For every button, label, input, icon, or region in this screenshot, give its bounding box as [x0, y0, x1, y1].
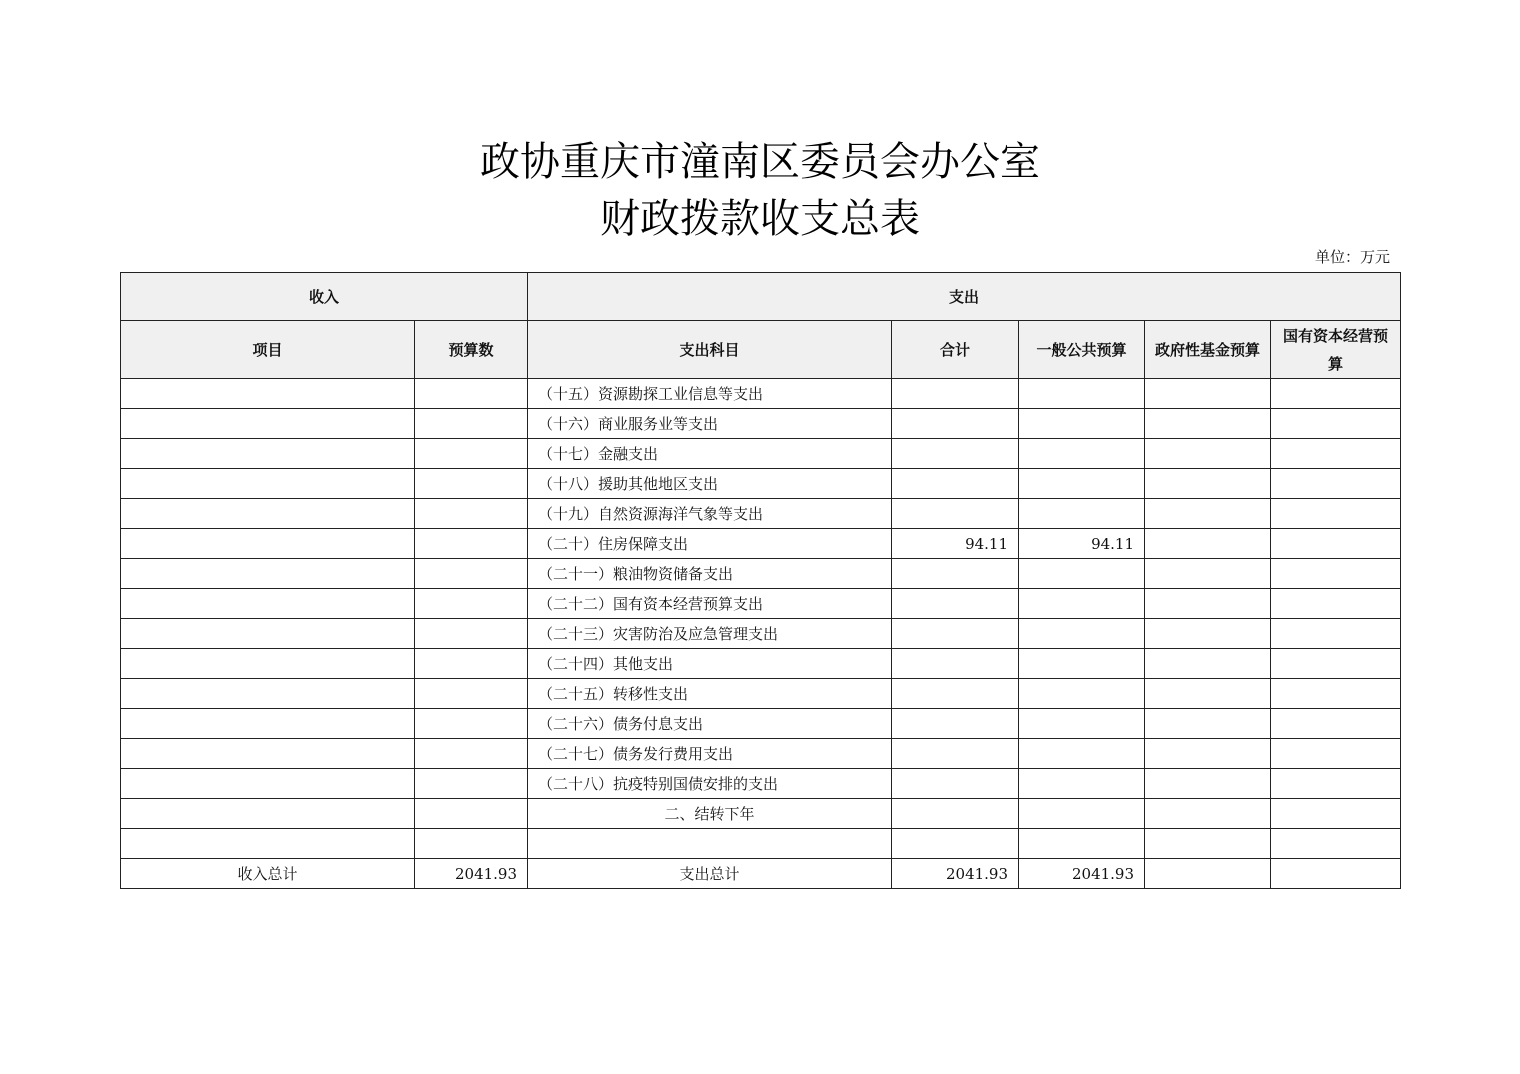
total-cell [892, 589, 1019, 619]
expense-subject-cell: （二十三）灾害防治及应急管理支出 [528, 619, 892, 649]
expense-subject-cell: （二十四）其他支出 [528, 649, 892, 679]
table-body [121, 379, 1401, 889]
total-cell [892, 469, 1019, 499]
expense-subject-cell: （二十五）转移性支出 [528, 679, 892, 709]
income-item-cell [121, 769, 415, 799]
table-row [121, 829, 1401, 859]
budget-column-header: 预算数 [415, 321, 528, 379]
budget-table [120, 272, 1401, 889]
state-capital-cell [1271, 829, 1401, 859]
total-cell [892, 679, 1019, 709]
expense-subject-cell: （十八）援助其他地区支出 [528, 469, 892, 499]
gov-fund-cell [1145, 679, 1271, 709]
general-public-cell [1019, 769, 1145, 799]
gov-fund-cell [1145, 649, 1271, 679]
gov-fund-cell [1145, 559, 1271, 589]
total-cell [892, 709, 1019, 739]
expense-subject-cell: （二十一）粮油物资储备支出 [528, 559, 892, 589]
income-item-cell [121, 499, 415, 529]
general-public-cell [1019, 379, 1145, 409]
expense-subject-cell: （二十二）国有资本经营预算支出 [528, 589, 892, 619]
gov-fund-cell [1145, 859, 1271, 889]
state-capital-cell [1271, 379, 1401, 409]
income-budget-cell [415, 469, 528, 499]
state-capital-cell [1271, 679, 1401, 709]
header-row-group [121, 273, 1401, 321]
general-public-cell [1019, 679, 1145, 709]
expense-subject-cell: （二十八）抗疫特别国债安排的支出 [528, 769, 892, 799]
general-public-cell [1019, 409, 1145, 439]
general-public-cell: 2041.93 [1019, 859, 1145, 889]
income-budget-cell [415, 769, 528, 799]
header-row-columns [121, 321, 1401, 379]
table-row [121, 769, 1401, 799]
income-item-cell [121, 409, 415, 439]
expense-subject-column-header: 支出科目 [528, 321, 892, 379]
state-capital-cell [1271, 409, 1401, 439]
income-budget-cell [415, 589, 528, 619]
income-item-cell [121, 679, 415, 709]
total-cell: 2041.93 [892, 859, 1019, 889]
state-capital-cell [1271, 709, 1401, 739]
total-cell [892, 439, 1019, 469]
income-item-cell [121, 619, 415, 649]
general-public-cell [1019, 499, 1145, 529]
income-item-cell [121, 589, 415, 619]
income-item-cell [121, 559, 415, 589]
state-capital-cell [1271, 439, 1401, 469]
income-budget-cell [415, 619, 528, 649]
income-item-cell [121, 799, 415, 829]
general-public-cell [1019, 559, 1145, 589]
expense-subject-cell: （十九）自然资源海洋气象等支出 [528, 499, 892, 529]
income-item-cell [121, 469, 415, 499]
income-item-cell [121, 739, 415, 769]
income-budget-cell [415, 649, 528, 679]
total-cell [892, 649, 1019, 679]
total-cell [892, 739, 1019, 769]
table-row [121, 859, 1401, 889]
income-item-cell [121, 379, 415, 409]
table-row [121, 589, 1401, 619]
general-public-cell [1019, 829, 1145, 859]
unit-label: 单位：万元 [1314, 248, 1390, 266]
table-row [121, 679, 1401, 709]
income-budget-cell [415, 679, 528, 709]
state-capital-cell [1271, 589, 1401, 619]
table-row [121, 469, 1401, 499]
expense-subject-cell: （二十六）债务付息支出 [528, 709, 892, 739]
gov-fund-cell [1145, 769, 1271, 799]
state-capital-cell [1271, 769, 1401, 799]
income-budget-cell [415, 799, 528, 829]
state-capital-cell [1271, 619, 1401, 649]
gov-fund-cell [1145, 469, 1271, 499]
total-cell [892, 499, 1019, 529]
expense-subject-cell: （二十）住房保障支出 [528, 529, 892, 559]
general-public-cell [1019, 739, 1145, 769]
state-capital-cell [1271, 499, 1401, 529]
general-public-cell [1019, 589, 1145, 619]
expense-header: 支出 [528, 273, 1401, 321]
income-item-cell [121, 709, 415, 739]
income-item-cell [121, 649, 415, 679]
expense-subject-cell: 支出总计 [528, 859, 892, 889]
table-row [121, 649, 1401, 679]
state-capital-cell [1271, 529, 1401, 559]
general-public-cell [1019, 649, 1145, 679]
expense-subject-cell: （十五）资源勘探工业信息等支出 [528, 379, 892, 409]
gov-fund-cell [1145, 619, 1271, 649]
income-budget-cell [415, 499, 528, 529]
page-subtitle: 财政拨款收支总表 [600, 196, 920, 242]
table-row [121, 799, 1401, 829]
item-column-header: 项目 [121, 321, 415, 379]
income-budget-cell [415, 739, 528, 769]
income-item-cell [121, 439, 415, 469]
general-public-cell [1019, 709, 1145, 739]
gov-fund-column-header: 政府性基金预算 [1145, 321, 1271, 379]
total-cell [892, 379, 1019, 409]
total-cell [892, 829, 1019, 859]
gov-fund-cell [1145, 529, 1271, 559]
state-capital-cell [1271, 649, 1401, 679]
gov-fund-cell [1145, 379, 1271, 409]
general-public-cell: 94.11 [1019, 529, 1145, 559]
gov-fund-cell [1145, 709, 1271, 739]
state-capital-cell [1271, 859, 1401, 889]
gov-fund-cell [1145, 739, 1271, 769]
expense-subject-cell: （二十七）债务发行费用支出 [528, 739, 892, 769]
income-budget-cell [415, 529, 528, 559]
table-row [121, 739, 1401, 769]
table-row [121, 499, 1401, 529]
state-capital-cell [1271, 799, 1401, 829]
income-item-cell: 收入总计 [121, 859, 415, 889]
table-row [121, 529, 1401, 559]
state-capital-column-header: 国有资本经营预算 [1271, 321, 1401, 379]
general-public-cell [1019, 799, 1145, 829]
gov-fund-cell [1145, 499, 1271, 529]
income-item-cell [121, 829, 415, 859]
total-cell [892, 799, 1019, 829]
total-cell [892, 409, 1019, 439]
gov-fund-cell [1145, 589, 1271, 619]
income-budget-cell [415, 559, 528, 589]
state-capital-cell [1271, 559, 1401, 589]
expense-subject-cell [528, 829, 892, 859]
expense-subject-cell: 二、结转下年 [528, 799, 892, 829]
table-row [121, 409, 1401, 439]
gov-fund-cell [1145, 829, 1271, 859]
income-budget-cell: 2041.93 [415, 859, 528, 889]
gov-fund-cell [1145, 409, 1271, 439]
income-budget-cell [415, 439, 528, 469]
total-column-header: 合计 [892, 321, 1019, 379]
income-budget-cell [415, 829, 528, 859]
income-header: 收入 [121, 273, 528, 321]
general-public-cell [1019, 619, 1145, 649]
gov-fund-cell [1145, 439, 1271, 469]
total-cell [892, 619, 1019, 649]
income-item-cell [121, 529, 415, 559]
total-cell [892, 769, 1019, 799]
total-cell [892, 559, 1019, 589]
table-row [121, 619, 1401, 649]
state-capital-cell [1271, 469, 1401, 499]
income-budget-cell [415, 709, 528, 739]
table-row [121, 559, 1401, 589]
expense-subject-cell: （十七）金融支出 [528, 439, 892, 469]
general-public-cell [1019, 439, 1145, 469]
gov-fund-cell [1145, 799, 1271, 829]
state-capital-cell [1271, 739, 1401, 769]
page-title: 政协重庆市潼南区委员会办公室 [480, 139, 1040, 185]
table-row [121, 379, 1401, 409]
table-row [121, 439, 1401, 469]
total-cell: 94.11 [892, 529, 1019, 559]
income-budget-cell [415, 379, 528, 409]
general-public-cell [1019, 469, 1145, 499]
table-row [121, 709, 1401, 739]
income-budget-cell [415, 409, 528, 439]
general-public-column-header: 一般公共预算 [1019, 321, 1145, 379]
expense-subject-cell: （十六）商业服务业等支出 [528, 409, 892, 439]
